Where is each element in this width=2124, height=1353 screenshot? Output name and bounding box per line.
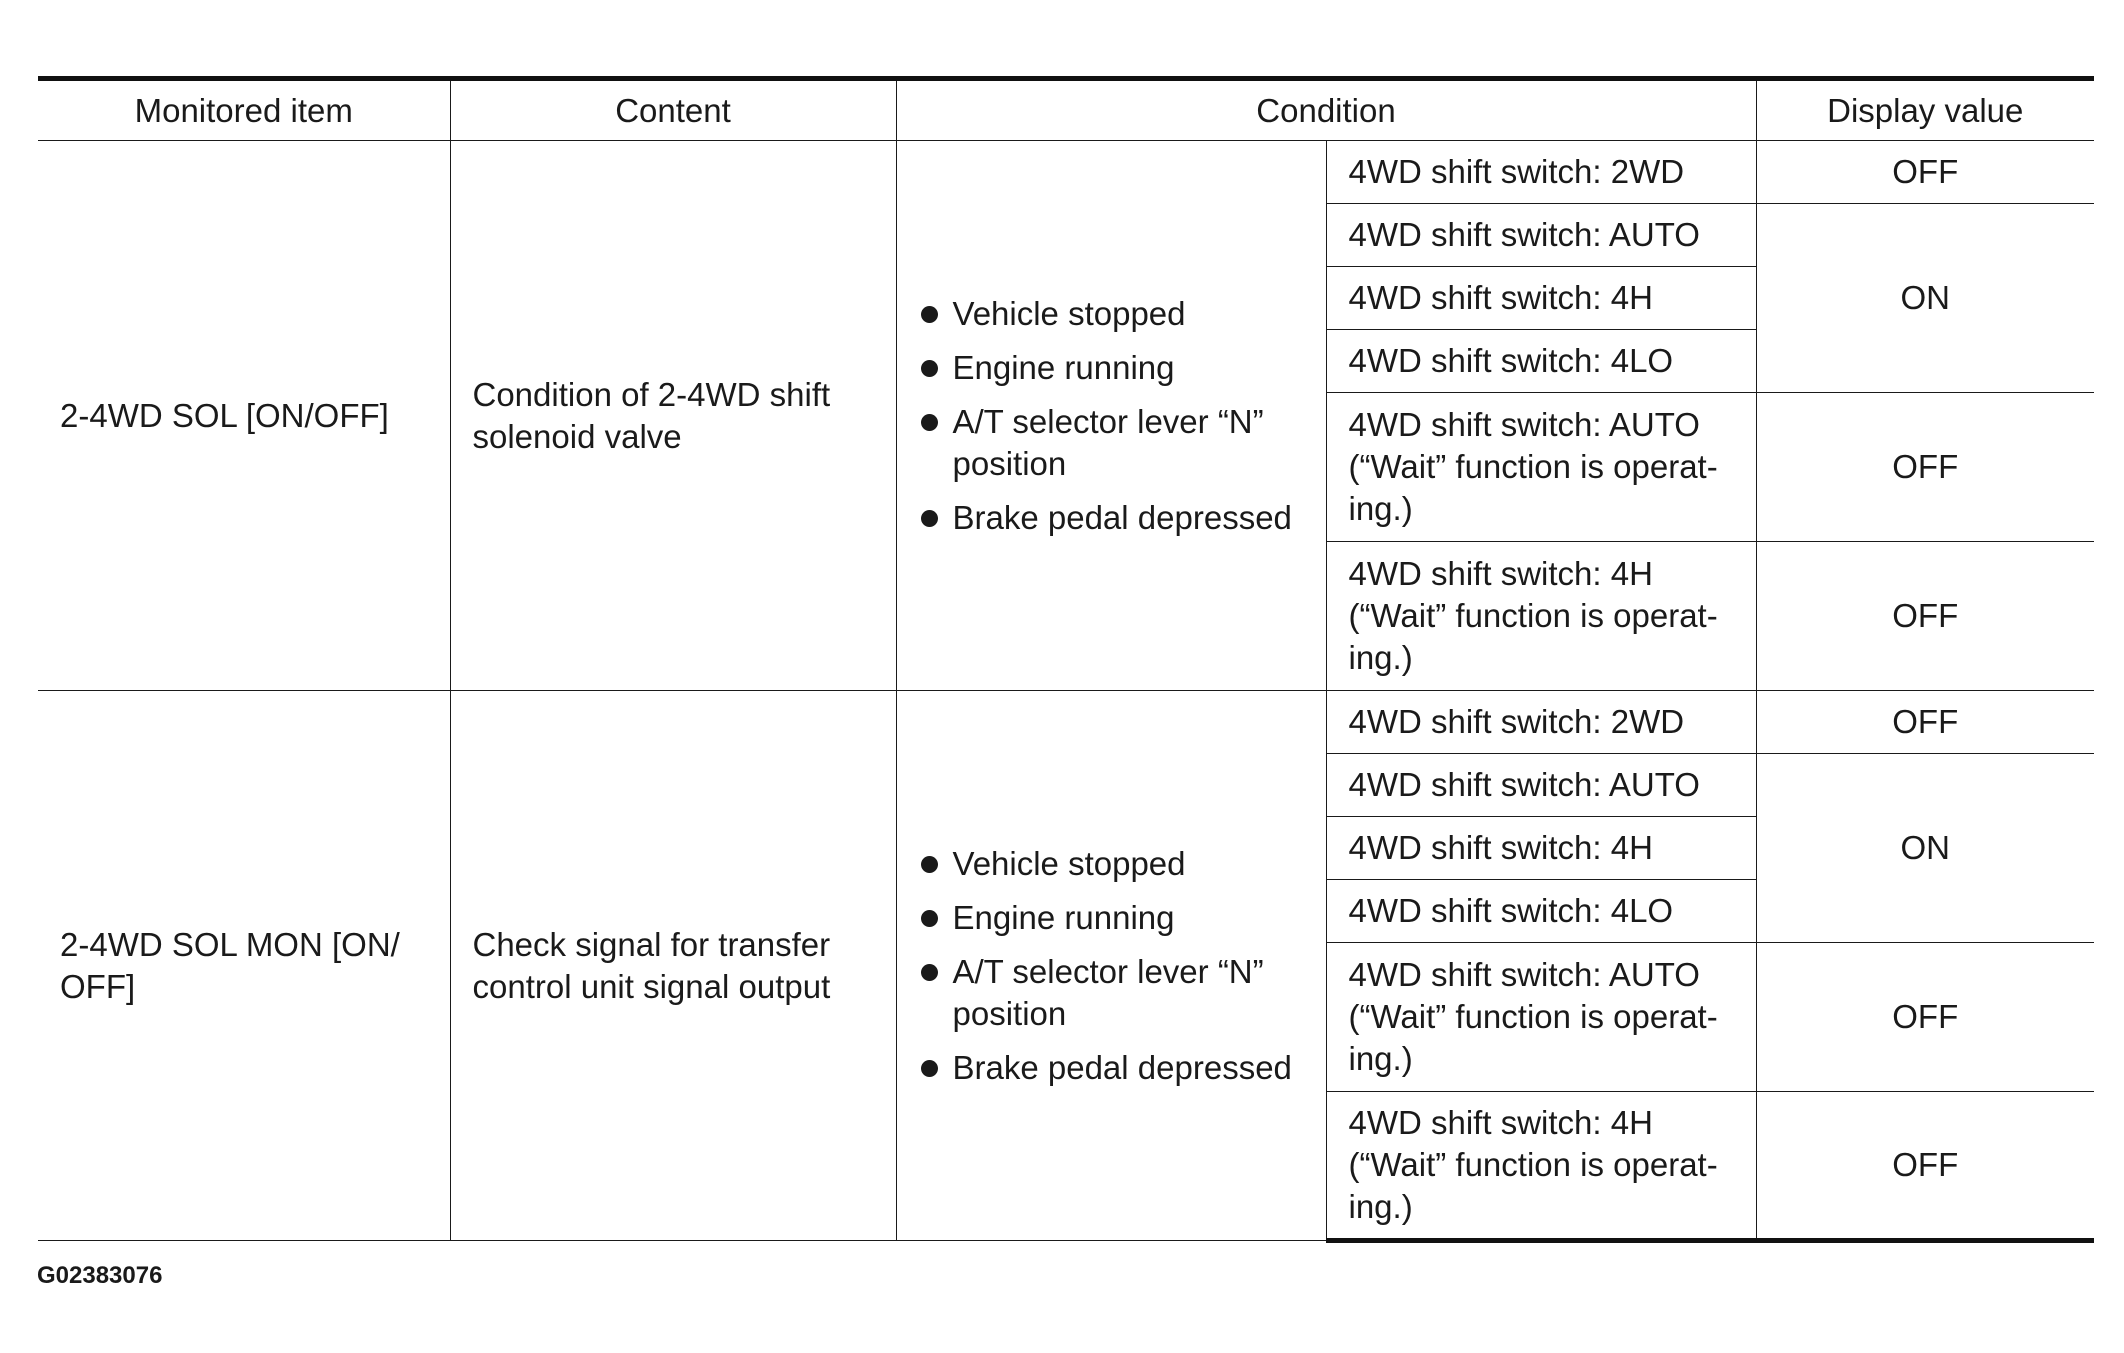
switch-cell: 4WD shift switch: 2WD bbox=[1326, 141, 1756, 204]
condition-item: A/T selector lever “N” position bbox=[919, 951, 1304, 1035]
switch-cell: 4WD shift switch: 4H (“Wait” function is operat-ing.) bbox=[1326, 542, 1756, 691]
condition-item: Vehicle stopped bbox=[919, 293, 1304, 335]
display-value-cell: OFF bbox=[1756, 1092, 2094, 1241]
condition-cell bbox=[896, 691, 1326, 1241]
display-value-cell: OFF bbox=[1756, 141, 2094, 204]
display-value-cell: OFF bbox=[1756, 393, 2094, 542]
header-monitored-item: Monitored item bbox=[38, 79, 450, 141]
switch-cell: 4WD shift switch: AUTO (“Wait” function is operat-ing.) bbox=[1326, 943, 1756, 1092]
display-value-cell: OFF bbox=[1756, 542, 2094, 691]
figure-id: G02383076 bbox=[37, 1262, 163, 1289]
table-row bbox=[38, 691, 2094, 754]
monitored-item-cell: 2-4WD SOL MON [ON/ OFF] bbox=[38, 691, 450, 1241]
switch-cell: 4WD shift switch: 4H (“Wait” function is operat-ing.) bbox=[1326, 1092, 1756, 1241]
header-condition: Condition bbox=[896, 79, 1756, 141]
switch-cell: 4WD shift switch: 4H bbox=[1326, 817, 1756, 880]
condition-item: Brake pedal depressed bbox=[919, 497, 1304, 539]
header-content: Content bbox=[450, 79, 896, 141]
display-value-cell: ON bbox=[1756, 204, 2094, 393]
condition-item: A/T selector lever “N” position bbox=[919, 401, 1304, 485]
table-row bbox=[38, 141, 2094, 204]
content-cell: Condition of 2-4WD shift solenoid valve bbox=[450, 141, 896, 691]
condition-item: Engine running bbox=[919, 897, 1304, 939]
switch-cell: 4WD shift switch: 4H bbox=[1326, 267, 1756, 330]
condition-cell bbox=[896, 141, 1326, 691]
switch-cell: 4WD shift switch: AUTO bbox=[1326, 754, 1756, 817]
switch-cell: 4WD shift switch: 4LO bbox=[1326, 880, 1756, 943]
condition-list bbox=[919, 293, 1304, 539]
condition-list bbox=[919, 843, 1304, 1089]
switch-cell: 4WD shift switch: 4LO bbox=[1326, 330, 1756, 393]
monitor-table bbox=[38, 76, 2094, 1243]
display-value-cell: OFF bbox=[1756, 943, 2094, 1092]
switch-cell: 4WD shift switch: AUTO bbox=[1326, 204, 1756, 267]
condition-item: Brake pedal depressed bbox=[919, 1047, 1304, 1089]
condition-item: Engine running bbox=[919, 347, 1304, 389]
monitored-item-cell: 2-4WD SOL [ON/OFF] bbox=[38, 141, 450, 691]
switch-cell: 4WD shift switch: AUTO (“Wait” function is operat-ing.) bbox=[1326, 393, 1756, 542]
header-row bbox=[38, 79, 2094, 141]
switch-cell: 4WD shift switch: 2WD bbox=[1326, 691, 1756, 754]
display-value-cell: OFF bbox=[1756, 691, 2094, 754]
condition-item: Vehicle stopped bbox=[919, 843, 1304, 885]
header-display-value: Display value bbox=[1756, 79, 2094, 141]
content-cell: Check signal for transfer control unit signal output bbox=[450, 691, 896, 1241]
display-value-cell: ON bbox=[1756, 754, 2094, 943]
